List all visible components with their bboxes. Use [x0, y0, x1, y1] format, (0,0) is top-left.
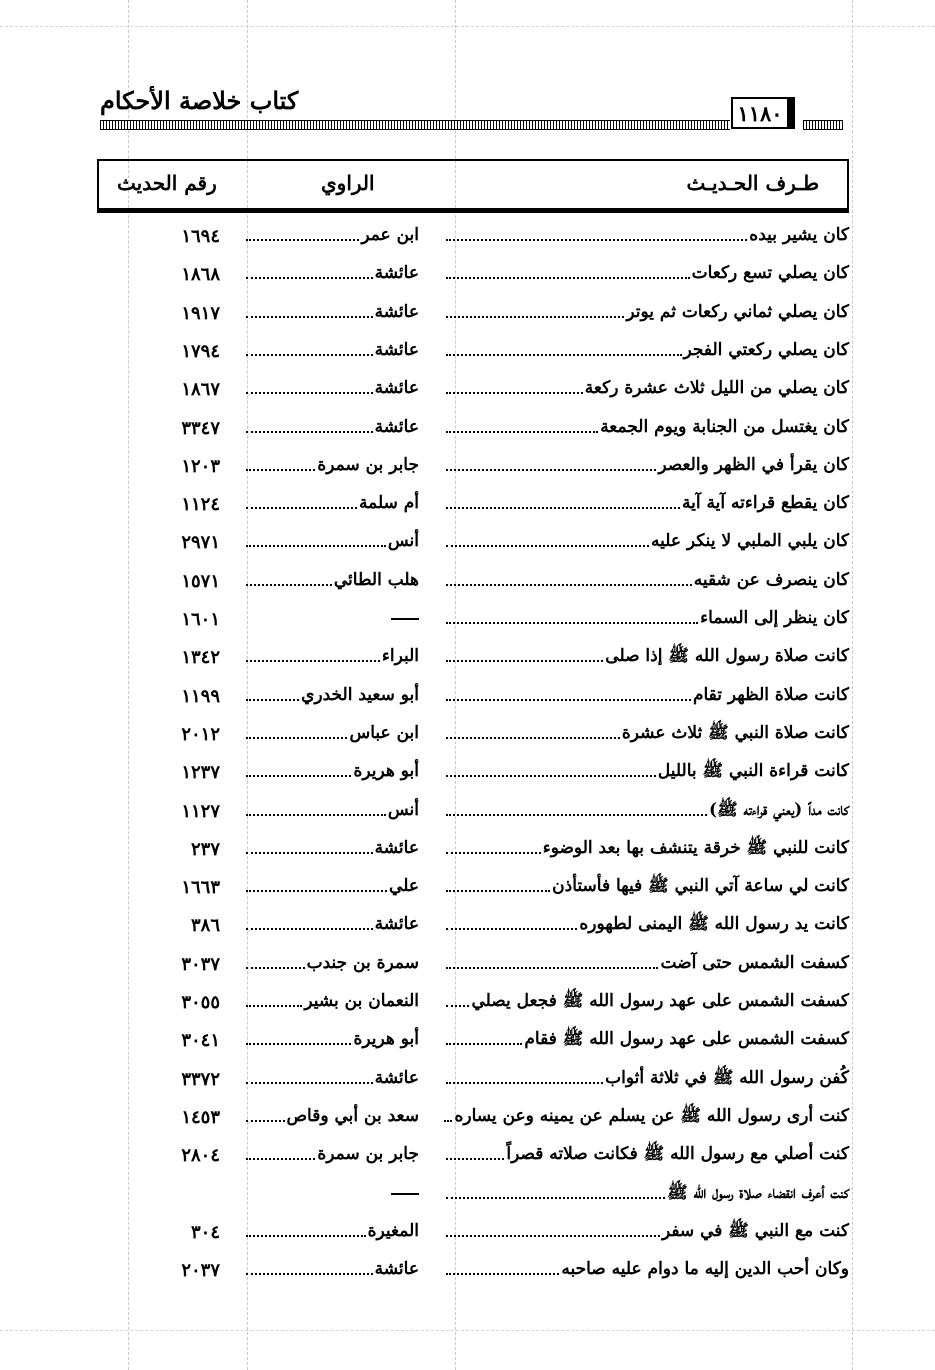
leader-dots: [246, 890, 387, 892]
narrator-text: المغيرة: [367, 1220, 419, 1241]
leader-dots: [446, 1235, 660, 1237]
narrator-text: عائشة: [374, 837, 419, 858]
column-header-number: رقم الحديث: [117, 171, 217, 195]
hadith-text: كان ينصرف عن شقيه: [693, 569, 849, 590]
leader-dots: [246, 545, 386, 547]
narrator-cell: [246, 1253, 419, 1281]
narrator-cell: [246, 679, 419, 707]
leader-dots: [246, 1043, 351, 1045]
hadith-number: ٢٠١٢: [181, 723, 220, 745]
hadith-text: كانت مداً (يعني قراءته ﷺ): [709, 799, 849, 820]
narrator-text: عائشة: [374, 1067, 419, 1088]
hadith-number: ١٦٠١: [181, 609, 220, 630]
hadith-text: كان يقرأ في الظهر والعصر: [658, 454, 849, 475]
table-row: [0, 521, 935, 559]
hadith-cell: [446, 564, 849, 592]
leader-dots: [446, 622, 698, 624]
leader-dots: [446, 431, 598, 433]
hadith-cell: [446, 794, 849, 822]
leader-dots: [246, 277, 373, 279]
hadith-cell: [446, 640, 849, 668]
hadith-text: كنت أعرف انقضاء صلاة رسول الله ﷺ: [667, 1182, 849, 1203]
narrator-text: جابر بن سمرة: [317, 454, 419, 475]
hadith-text: كسفت الشمس على عهد رسول الله ﷺ فجعل يصلي: [471, 991, 849, 1011]
hadith-text: كان يصلي من الليل ثلاث عشرة ركعة: [584, 378, 849, 399]
narrator-text: أنس: [387, 531, 419, 552]
hadith-text: كسفت الشمس حتى آضت: [660, 952, 849, 973]
narrator-cell: [246, 257, 419, 285]
narrator-text: البراء: [381, 646, 419, 667]
narrator-cell: [246, 296, 419, 324]
leader-dots: [446, 354, 682, 356]
hadith-cell: [446, 1100, 849, 1128]
narrator-cell: [246, 794, 419, 822]
leader-dots: [446, 545, 649, 547]
hadith-cell: [446, 296, 849, 324]
hadith-text: كانت صلاة رسول الله ﷺ إذا صلى: [605, 646, 849, 667]
hadith-cell: [446, 1023, 849, 1051]
leader-dots: [246, 1158, 315, 1160]
hadith-text: كان يقطع قراءته آية آية: [682, 493, 849, 514]
book-title: كتاب خلاصة الأحكام: [100, 86, 299, 115]
hadith-number: ١٤٥٣: [181, 1106, 220, 1128]
hadith-number: ٢٩٧١: [181, 532, 220, 554]
leader-dots: [246, 469, 315, 471]
table-row: [0, 1019, 935, 1057]
hadith-text: كانت صلاة النبي ﷺ ثلاث عشرة: [621, 722, 849, 743]
narrator-cell: [246, 755, 419, 783]
leader-dots: [446, 1158, 504, 1160]
leader-dots: [246, 1082, 373, 1084]
hadith-cell: [446, 257, 849, 285]
column-header-narrator: الراوي: [321, 171, 375, 195]
table-row: [0, 943, 935, 981]
leader-dots: [444, 1120, 452, 1122]
narrator-text: علي: [389, 876, 419, 897]
hadith-text: كسفت الشمس على عهد رسول الله ﷺ فقام: [524, 1029, 849, 1050]
hadith-text: كان يصلي تسع ركعات: [691, 263, 849, 284]
narrator-cell: [246, 411, 419, 439]
narrator-text: أبو سعيد الخدري: [301, 684, 419, 705]
narrator-cell: [246, 372, 419, 400]
hadith-cell: [446, 947, 849, 975]
narrator-cell: [246, 1215, 419, 1243]
leader-dots: [246, 354, 373, 356]
column-header-hadith: طـرف الحـديـث: [686, 171, 819, 195]
hadith-number: ١١٢٧: [181, 800, 220, 822]
no-narrator-dash: [391, 1193, 419, 1195]
hadith-number: [150, 1177, 220, 1205]
narrator-text: عائشة: [374, 1259, 419, 1280]
leader-dots: [446, 584, 692, 586]
table-row: [0, 1058, 935, 1096]
hadith-text: كُفن رسول الله ﷺ في ثلاثة أثواب: [605, 1067, 849, 1088]
hadith-number: ٣٠٤١: [181, 1030, 220, 1052]
narrator-cell: [246, 525, 419, 553]
hadith-cell: [446, 525, 849, 553]
leader-dots: [446, 1082, 603, 1084]
narrator-cell: [246, 564, 419, 592]
hadith-text: كنت أرى رسول الله ﷺ عن يسلم عن يمينه وعن يساره: [454, 1105, 849, 1126]
hadith-cell: [446, 717, 849, 745]
leader-dots: [446, 1197, 665, 1199]
leader-dots: [446, 507, 680, 509]
hadith-number: ٣٠٥٥: [181, 992, 220, 1013]
leader-dots: [446, 660, 603, 662]
hadith-cell: [446, 449, 849, 477]
hadith-number: ١١٩٩: [181, 685, 220, 707]
hadith-cell: [446, 411, 849, 439]
narrator-text: عائشة: [374, 301, 419, 322]
column-header: [97, 159, 849, 210]
hadith-cell: [446, 1253, 849, 1281]
hadith-number: ١٧٩٤: [181, 340, 220, 362]
hadith-cell: [446, 602, 849, 630]
narrator-text: أم سلمة: [359, 493, 419, 514]
table-row: [0, 751, 935, 789]
table-row: [0, 1134, 935, 1172]
hadith-number: ١٦٩٤: [181, 226, 220, 247]
leader-dots: [446, 469, 656, 471]
leader-dots: [246, 814, 386, 816]
narrator-cell: [246, 1138, 419, 1166]
leader-dots: [246, 316, 373, 318]
scan-guide-line: [0, 1330, 935, 1331]
narrator-text: ابن عمر: [361, 225, 419, 245]
hadith-text: كان ينظر إلى السماء: [700, 608, 849, 628]
narrator-cell: [246, 832, 419, 860]
narrator-cell: [246, 985, 419, 1013]
hadith-cell: [446, 1177, 849, 1205]
leader-dots: [246, 1120, 285, 1122]
hadith-text: كان يصلي ثماني ركعات ثم يوتر: [626, 301, 849, 322]
leader-dots: [246, 392, 373, 394]
hadith-text: كان يشير بيده: [749, 225, 849, 245]
narrator-cell: [246, 1177, 419, 1205]
table-row: [0, 828, 935, 866]
leader-dots: [246, 660, 380, 662]
table-row: [0, 981, 935, 1019]
table-row: [0, 330, 935, 368]
hadith-number: ١٢٠٣: [181, 455, 220, 477]
leader-dots: [246, 928, 373, 930]
hadith-text: كنت مع النبي ﷺ في سفر: [661, 1220, 849, 1241]
narrator-cell: [246, 870, 419, 898]
narrator-cell: [246, 1023, 419, 1051]
leader-dots: [446, 316, 624, 318]
narrator-text: جابر بن سمرة: [317, 1144, 419, 1165]
hadith-number: ٢٠٣٧: [181, 1260, 220, 1282]
hadith-number: ١٩١٧: [181, 302, 220, 324]
narrator-text: عائشة: [374, 378, 419, 399]
hadith-cell: [446, 985, 849, 1013]
hadith-text: كانت لي ساعة آتي النبي ﷺ فيها فأستأذن: [552, 876, 849, 897]
narrator-text: عائشة: [374, 914, 419, 935]
leader-dots: [446, 890, 550, 892]
leader-dots: [246, 737, 347, 739]
hadith-number: ٢٨٠٤: [181, 1145, 220, 1167]
leader-dots: [446, 737, 620, 739]
leader-dots: [446, 1043, 522, 1045]
hadith-cell: [446, 487, 849, 515]
hadith-cell: [446, 219, 849, 247]
narrator-cell: [246, 602, 419, 630]
table-row: [0, 445, 935, 483]
leader-dots: [246, 239, 359, 241]
table-row: [0, 675, 935, 713]
hadith-number: ١٨٦٨: [181, 264, 220, 286]
leader-dots: [446, 1273, 559, 1275]
leader-dots: [446, 699, 691, 701]
narrator-cell: [246, 334, 419, 362]
hadith-number: ١٥٧١: [181, 570, 220, 592]
narrator-text: هلب الطائي: [333, 569, 419, 590]
hadith-cell: [446, 755, 849, 783]
leader-dots: [446, 775, 656, 777]
table-row: [0, 866, 935, 904]
hadith-text: كان يلبي الملبي لا ينكر عليه: [650, 531, 849, 552]
narrator-text: ابن عباس: [349, 722, 419, 743]
leader-dots: [246, 431, 373, 433]
table-row: [0, 713, 935, 751]
hadith-number: ١٨٦٧: [181, 379, 220, 401]
leader-dots: [246, 852, 373, 854]
narrator-text: أبو هريرة: [353, 1029, 419, 1050]
hadith-text: كان يغتسل من الجنابة ويوم الجمعة: [600, 416, 849, 437]
table-row: [0, 407, 935, 445]
narrator-cell: [246, 219, 419, 247]
leader-dots: [246, 967, 305, 969]
table-row: [0, 598, 935, 636]
narrator-cell: [246, 1062, 419, 1090]
table-row: [0, 292, 935, 330]
hadith-text: كانت صلاة الظهر تقام: [692, 684, 849, 705]
leader-dots: [446, 392, 583, 394]
leader-dots: [246, 1005, 302, 1007]
hadith-number: ١٦٦٣: [181, 877, 220, 899]
hadith-number: ١٢٣٧: [181, 762, 220, 784]
page-number: ١١٨٠: [731, 97, 795, 129]
narrator-cell: [246, 717, 419, 745]
leader-dots: [446, 239, 747, 241]
hadith-text: كان يصلي ركعتي الفجر: [683, 339, 849, 360]
table-row: [0, 790, 935, 828]
narrator-cell: [246, 947, 419, 975]
scan-guide-line: [0, 26, 935, 27]
hadith-number: ١١٢٤: [181, 494, 220, 516]
leader-dots: [246, 507, 357, 509]
hadith-number: ٣٣٤٧: [181, 417, 220, 439]
table-row: [0, 636, 935, 674]
leader-dots: [446, 277, 690, 279]
narrator-text: سمرة بن جندب: [306, 952, 419, 973]
no-narrator-dash: [391, 618, 419, 620]
hadith-cell: [446, 908, 849, 936]
table-row: [0, 1173, 935, 1211]
hadith-cell: [446, 832, 849, 860]
narrator-cell: [246, 908, 419, 936]
hadith-text: كانت يد رسول الله ﷺ اليمنى لطهوره: [579, 914, 849, 935]
narrator-text: أنس: [387, 799, 419, 820]
header-rule: [100, 120, 730, 130]
narrator-text: النعمان بن بشير: [304, 991, 419, 1011]
table-row: [0, 483, 935, 521]
leader-dots: [246, 775, 351, 777]
table-row: [0, 1249, 935, 1287]
leader-dots: [446, 1005, 469, 1007]
table-row: [0, 1096, 935, 1134]
narrator-text: عائشة: [374, 339, 419, 360]
hadith-text: وكان أحب الدين إليه ما دوام عليه صاحبه: [561, 1259, 849, 1280]
narrator-cell: [246, 449, 419, 477]
hadith-number: ٢٣٧: [190, 838, 220, 860]
narrator-text: عائشة: [374, 263, 419, 284]
hadith-cell: [446, 1215, 849, 1243]
leader-dots: [446, 814, 707, 816]
table-row: [0, 904, 935, 942]
leader-dots: [446, 928, 577, 930]
leader-dots: [246, 1273, 373, 1275]
hadith-cell: [446, 679, 849, 707]
table-row: [0, 1211, 935, 1249]
narrator-text: أبو هريرة: [353, 761, 419, 782]
table-row: [0, 215, 935, 253]
table-row: [0, 253, 935, 291]
hadith-cell: [446, 334, 849, 362]
hadith-text: كنت أصلي مع رسول الله ﷺ فكانت صلاته قصراً: [506, 1144, 849, 1165]
leader-dots: [246, 1235, 366, 1237]
narrator-text: سعد بن أبي وقاص: [286, 1105, 419, 1126]
hadith-cell: [446, 372, 849, 400]
leader-dots: [246, 584, 332, 586]
hadith-text: كانت للنبي ﷺ خرقة يتنشف بها بعد الوضوء: [542, 837, 849, 858]
leader-dots: [246, 699, 299, 701]
hadith-number: ٣٣٧٢: [181, 1068, 220, 1090]
hadith-number: ٣٠٤: [190, 1221, 220, 1243]
hadith-number: ٣٨٦: [190, 915, 220, 937]
hadith-number: ١٣٤٢: [181, 647, 220, 669]
narrator-text: عائشة: [374, 416, 419, 437]
hadith-cell: [446, 1138, 849, 1166]
leader-dots: [446, 967, 658, 969]
table-row: [0, 368, 935, 406]
hadith-cell: [446, 870, 849, 898]
hadith-text: كانت قراءة النبي ﷺ بالليل: [657, 761, 849, 782]
narrator-cell: [246, 640, 419, 668]
hadith-cell: [446, 1062, 849, 1090]
narrator-cell: [246, 1100, 419, 1128]
leader-dots: [446, 852, 541, 854]
hadith-number: ٣٠٣٧: [181, 953, 220, 975]
header-rule: [803, 120, 843, 130]
table-row: [0, 560, 935, 598]
narrator-cell: [246, 487, 419, 515]
